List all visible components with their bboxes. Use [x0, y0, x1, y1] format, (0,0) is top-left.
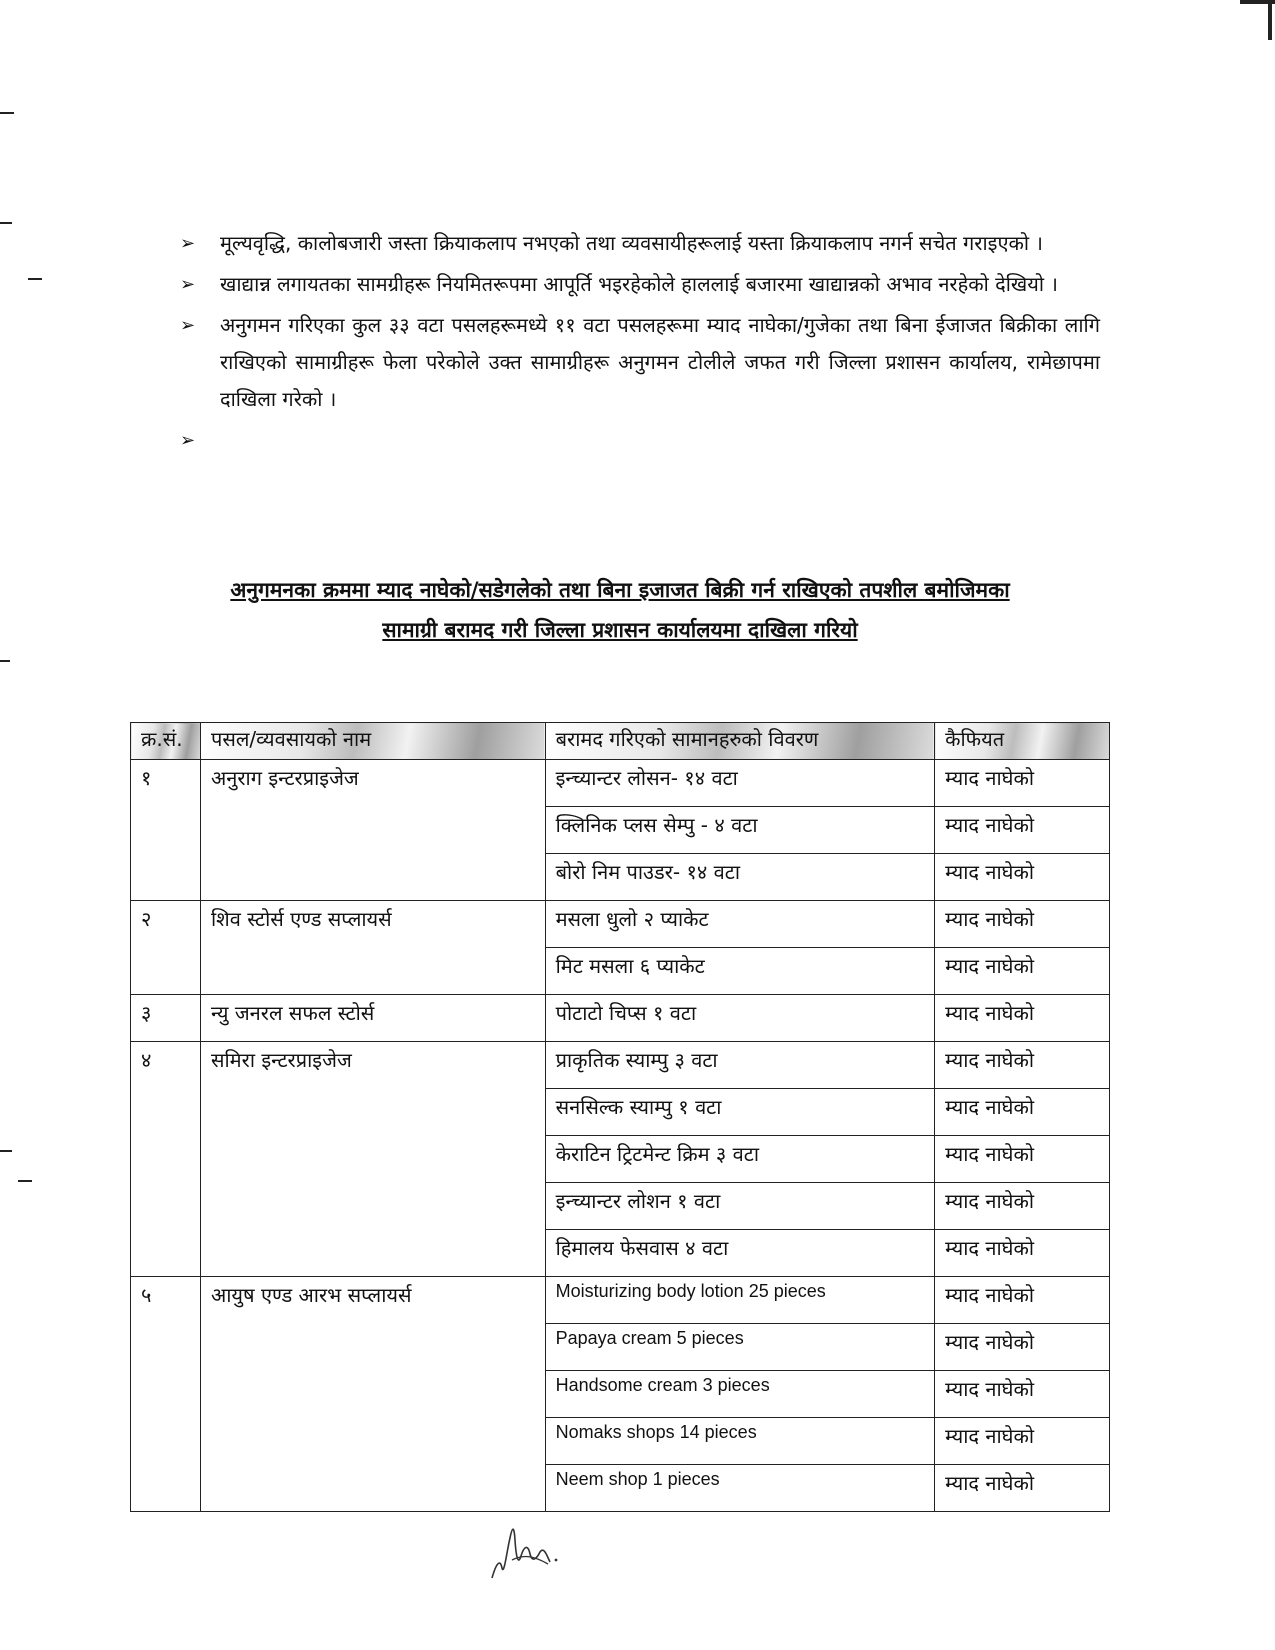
arrow-bullet-icon: ➢ [180, 274, 196, 295]
bullet-list [180, 225, 1100, 451]
cell-serial: ५ [131, 1277, 201, 1512]
scan-mark [0, 112, 14, 114]
cell-remark: म्याद नाघेको [935, 760, 1110, 807]
cell-remark: म्याद नाघेको [935, 1371, 1110, 1418]
cell-item-detail: पोटाटो चिप्स १ वटा [545, 995, 935, 1042]
cell-item-detail: सनसिल्क स्याम्पु १ वटा [545, 1089, 935, 1136]
cell-remark: म्याद नाघेको [935, 1418, 1110, 1465]
bullet-text: अनुगमन गरिएका कुल ३३ वटा पसलहरूमध्ये ११ वटा पसलहरूमा म्याद नाघेका/गुजेका तथा बिना ईजाजत बिक्रीका लागि राखिएको सामाग्रीहरू फेला परेकोले उक्त सामाग्रीहरू अनुगमन टोलीले जफत गरी जिल्ला प्रशासन कार्यालय, रामेछापमा दाखिला गरेको । [220, 313, 1100, 411]
seized-items-table [130, 722, 1110, 1512]
scan-mark [1268, 0, 1272, 40]
cell-remark: म्याद नाघेको [935, 1136, 1110, 1183]
bullet-item [180, 307, 1100, 418]
table-header-row [131, 723, 1110, 760]
cell-serial: ४ [131, 1042, 201, 1277]
cell-shop-name: न्यु जनरल सफल स्टोर्स [200, 995, 545, 1042]
cell-shop-name: अनुराग इन्टरप्राइजेज [200, 760, 545, 901]
cell-item-detail: क्लिनिक प्लस सेम्पु - ४ वटा [545, 807, 935, 854]
cell-remark: म्याद नाघेको [935, 995, 1110, 1042]
cell-item-detail: मिट मसला ६ प्याकेट [545, 948, 935, 995]
cell-remark: म्याद नाघेको [935, 1042, 1110, 1089]
cell-item-detail: इन्च्यान्टर लोशन १ वटा [545, 1183, 935, 1230]
cell-shop-name: समिरा इन्टरप्राइजेज [200, 1042, 545, 1277]
header-remarks: कैफियत [935, 723, 1110, 760]
cell-remark: म्याद नाघेको [935, 948, 1110, 995]
header-item-details: बरामद गरिएको सामानहरुको विवरण [545, 723, 935, 760]
header-shop-name: पसल/व्यवसायको नाम [200, 723, 545, 760]
table-row [131, 995, 1110, 1042]
bullet-item [180, 225, 1100, 262]
cell-remark: म्याद नाघेको [935, 1465, 1110, 1512]
arrow-bullet-icon: ➢ [180, 430, 196, 451]
cell-remark: म्याद नाघेको [935, 1277, 1110, 1324]
cell-item-detail: प्राकृतिक स्याम्पु ३ वटा [545, 1042, 935, 1089]
scan-mark [0, 660, 10, 662]
cell-item-detail: बोरो निम पाउडर- १४ वटा [545, 854, 935, 901]
cell-remark: म्याद नाघेको [935, 1230, 1110, 1277]
section-heading [150, 570, 1090, 650]
cell-remark: म्याद नाघेको [935, 1183, 1110, 1230]
table-row [131, 760, 1110, 807]
bullet-text: खाद्यान्न लगायतका सामग्रीहरू नियमितरूपमा आपूर्ति भइरहेकोले हाललाई बजारमा खाद्यान्नको अभाव नरहेको देखियो । [220, 272, 1058, 296]
scan-mark [0, 1150, 12, 1152]
cell-remark: म्याद नाघेको [935, 901, 1110, 948]
cell-item-detail: Handsome cream 3 pieces [545, 1371, 935, 1418]
scan-mark [18, 1180, 32, 1182]
table-row [131, 1277, 1110, 1324]
table-row [131, 901, 1110, 948]
scan-mark [28, 278, 42, 280]
cell-remark: म्याद नाघेको [935, 1089, 1110, 1136]
cell-remark: म्याद नाघेको [935, 1324, 1110, 1371]
cell-item-detail: Papaya cream 5 pieces [545, 1324, 935, 1371]
signature [490, 1520, 570, 1580]
header-serial: क्र.सं. [131, 723, 201, 760]
cell-shop-name: आयुष एण्ड आरभ सप्लायर्स [200, 1277, 545, 1512]
cell-serial: २ [131, 901, 201, 995]
heading-line: सामाग्री बरामद गरी जिल्ला प्रशासन कार्यालयमा दाखिला गरियो [382, 618, 858, 642]
bullet-text: मूल्यवृद्धि, कालोबजारी जस्ता क्रियाकलाप नभएको तथा व्यवसायीहरूलाई यस्ता क्रियाकलाप नगर्न सचेत गराइएको । [220, 231, 1044, 255]
cell-item-detail: हिमालय फेसवास ४ वटा [545, 1230, 935, 1277]
table-body [131, 760, 1110, 1512]
cell-shop-name: शिव स्टोर्स एण्ड सप्लायर्स [200, 901, 545, 995]
cell-item-detail: Nomaks shops 14 pieces [545, 1418, 935, 1465]
cell-remark: म्याद नाघेको [935, 807, 1110, 854]
cell-item-detail: Moisturizing body lotion 25 pieces [545, 1277, 935, 1324]
cell-serial: ३ [131, 995, 201, 1042]
cell-remark: म्याद नाघेको [935, 854, 1110, 901]
arrow-bullet-icon: ➢ [180, 315, 196, 336]
cell-item-detail: मसला धुलो २ प्याकेट [545, 901, 935, 948]
cell-item-detail: इन्च्यान्टर लोसन- १४ वटा [545, 760, 935, 807]
arrow-bullet-icon: ➢ [180, 233, 196, 254]
heading-line: अनुगमनका क्रममा म्याद नाघेको/सडेगलेको तथा बिना इजाजत बिक्री गर्न राखिएको तपशील बमोजिमका [230, 578, 1010, 602]
table-row [131, 1042, 1110, 1089]
cell-serial: १ [131, 760, 201, 901]
bullet-item [180, 266, 1100, 303]
cell-item-detail: Neem shop 1 pieces [545, 1465, 935, 1512]
scan-mark [0, 222, 12, 224]
cell-item-detail: केराटिन ट्रिटमेन्ट क्रिम ३ वटा [545, 1136, 935, 1183]
